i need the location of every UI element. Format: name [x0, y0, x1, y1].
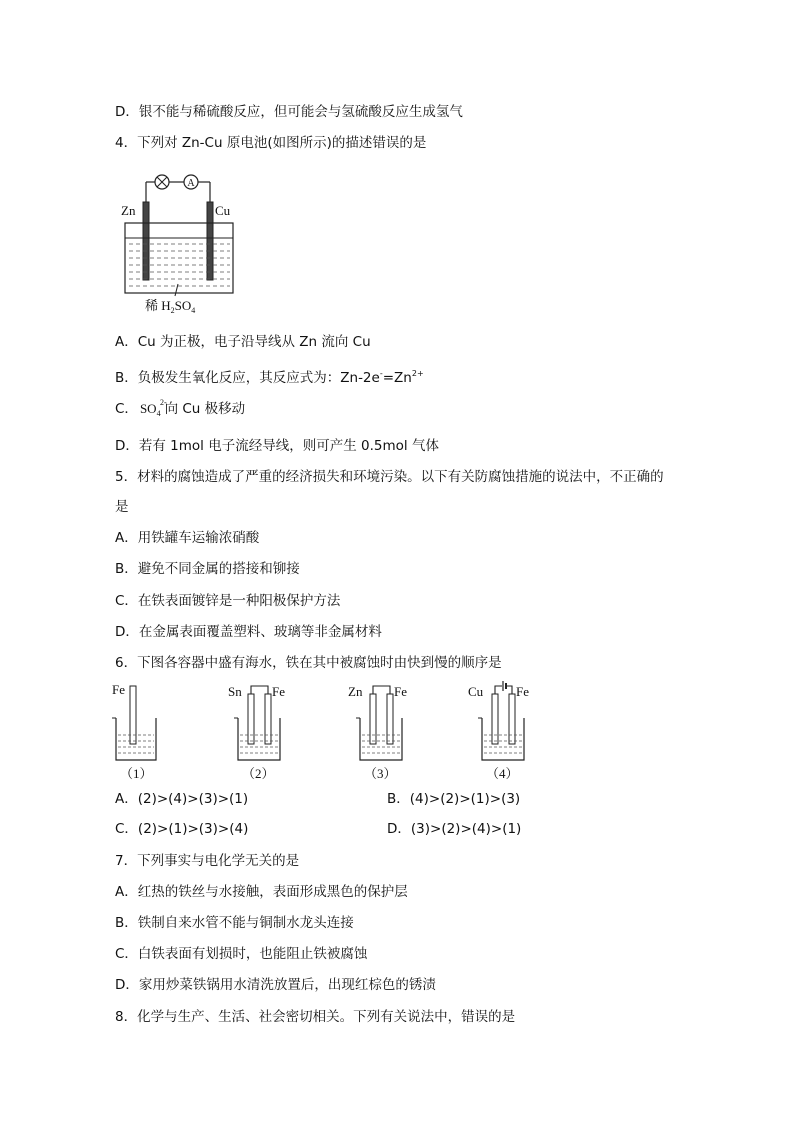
beaker-2 — [228, 684, 285, 781]
zn-label: Zn — [121, 203, 136, 218]
sulfate-ion: $SO_4$ 2- — [139, 398, 167, 418]
q4-option-c: C． $SO_4$ 2- 向 Cu 极移动 — [115, 400, 245, 423]
galvanic-cell-figure — [115, 170, 245, 320]
q5-stem-cont: 是 — [115, 499, 129, 515]
svg-text:Zn: Zn — [348, 684, 363, 699]
q6-stem: 6．下图各容器中盛有海水，铁在其中被腐蚀时由快到慢的顺序是 — [115, 655, 502, 671]
svg-text:Cu: Cu — [468, 684, 484, 699]
svg-text:Fe: Fe — [272, 684, 285, 699]
battery-icon — [503, 681, 506, 691]
beaker-3 — [348, 684, 407, 781]
q4-option-b: B．负极发生氧化反应，其反应式为：$Zn-2e^-=Zn^{2+}$ — [115, 369, 424, 386]
q7-option-d: D．家用炒菜铁锅用水清洗放置后，出现红棕色的锈渍 — [115, 977, 436, 993]
svg-text:Sn: Sn — [228, 684, 242, 699]
svg-text:（2）: （2） — [242, 766, 275, 781]
svg-text:（1）: （1） — [120, 766, 153, 781]
q3-option-d: D．银不能与稀硫酸反应，但可能会与氢硫酸反应生成氢气 — [115, 104, 463, 120]
q4-option-a: A．Cu 为正极，电子沿导线从 Zn 流向 Cu — [115, 334, 371, 350]
q6-option-a: A．(2)>(4)>(3)>(1) — [115, 791, 249, 807]
q7-option-a: A．红热的铁丝与水接触，表面形成黑色的保护层 — [115, 884, 408, 900]
q5-option-b: B．避免不同金属的搭接和铆接 — [115, 561, 300, 577]
q7-stem: 7．下列事实与电化学无关的是 — [115, 853, 300, 869]
svg-text:Fe: Fe — [516, 684, 529, 699]
q6-option-b: B．(4)>(2)>(1)>(3) — [387, 791, 521, 807]
q4-option-d: D．若有 1mol 电子流经导线，则可产生 0.5mol 气体 — [115, 438, 439, 454]
solution-label: 稀 $H_2SO_4$ — [145, 298, 196, 315]
q8-stem: 8．化学与生产、生活、社会密切相关。下列有关说法中，错误的是 — [115, 1009, 516, 1025]
cu-label: Cu — [215, 203, 231, 218]
ammeter-icon — [184, 175, 198, 189]
beakers-figure — [110, 680, 540, 785]
svg-text:（4）: （4） — [486, 766, 519, 781]
q6-option-d: D．(3)>(2)>(4)>(1) — [387, 821, 522, 837]
cu-electrode — [207, 202, 213, 280]
q5-option-a: A．用铁罐车运输浓硝酸 — [115, 530, 260, 546]
lamp-icon — [155, 175, 169, 189]
q5-stem: 5．材料的腐蚀造成了严重的经济损失和环境污染。以下有关防腐蚀措施的说法中，不正确的 — [115, 469, 664, 485]
svg-text:Fe: Fe — [112, 682, 125, 697]
q7-option-b: B．铁制自来水管不能与铜制水龙头连接 — [115, 915, 354, 931]
svg-text:（3）: （3） — [364, 766, 397, 781]
beaker-1 — [112, 682, 156, 781]
q7-option-c: C．白铁表面有划损时，也能阻止铁被腐蚀 — [115, 946, 368, 962]
q4-stem: 4．下列对 Zn-Cu 原电池(如图所示)的描述错误的是 — [115, 135, 427, 151]
q6-option-c: C．(2)>(1)>(3)>(4) — [115, 821, 249, 837]
q5-option-c: C．在铁表面镀锌是一种阳极保护方法 — [115, 593, 341, 609]
beaker-4 — [468, 681, 529, 781]
svg-text:Fe: Fe — [394, 684, 407, 699]
ammeter-label: A — [187, 178, 195, 189]
q5-option-d: D．在金属表面覆盖塑料、玻璃等非金属材料 — [115, 624, 382, 640]
zn-electrode — [143, 202, 149, 280]
